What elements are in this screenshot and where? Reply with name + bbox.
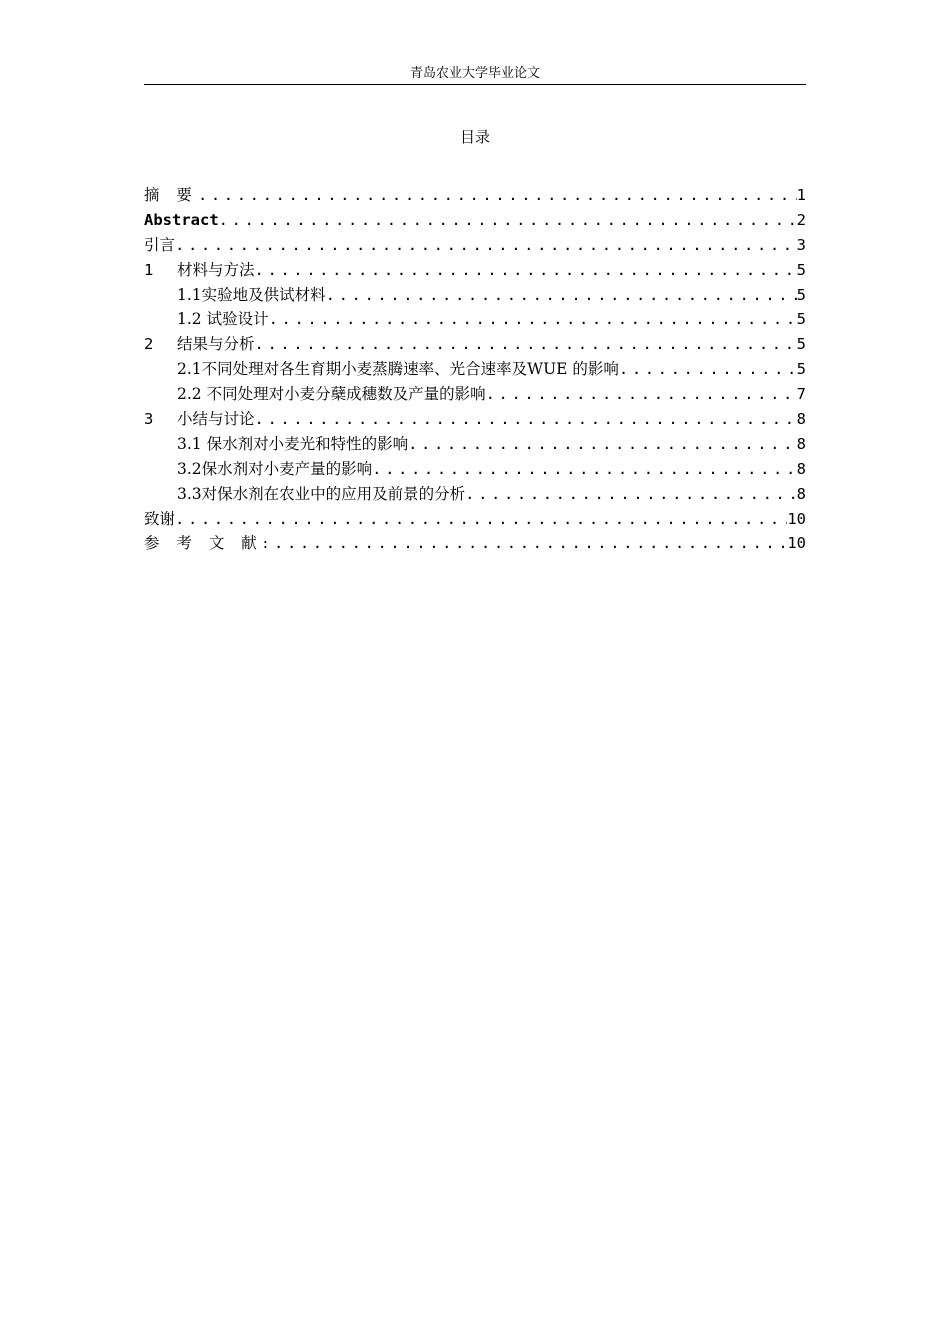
toc-leader <box>408 432 797 457</box>
toc-entry-page: 5 <box>796 310 806 329</box>
toc-entry-title: 3.1 保水剂对小麦光和特性的影响 <box>177 434 409 453</box>
toc-entry-page: 7 <box>796 385 806 404</box>
toc-entry-introduction[interactable] <box>144 233 806 258</box>
toc-entry-page: 5 <box>796 260 806 279</box>
toc-leader <box>372 457 797 482</box>
toc-leader <box>255 258 797 283</box>
toc-entry-title: 摘 要 <box>144 186 198 204</box>
toc-entry-page: 10 <box>787 534 806 553</box>
toc-entry-section-2[interactable] <box>144 332 806 357</box>
toc-entry-page: 8 <box>796 459 806 478</box>
toc-entry-abstract-en[interactable] <box>144 208 806 233</box>
toc-entry-title: 1.2 试验设计 <box>177 310 269 329</box>
toc-entry-section-2-1[interactable] <box>144 357 806 382</box>
toc-entry-title: 小结与讨论 <box>177 410 255 429</box>
toc-leader <box>175 233 797 258</box>
toc-entry-title: 1.1实验地及供试材料 <box>177 285 326 304</box>
toc-entry-title: 参 考 文 献: <box>144 534 275 553</box>
toc-entry-page: 5 <box>796 335 806 354</box>
toc-entry-page: 8 <box>796 484 806 503</box>
toc-entry-page: 5 <box>796 360 806 379</box>
table-of-contents <box>144 183 806 556</box>
toc-entry-page: 2 <box>796 210 806 229</box>
toc-entry-title: 2.1不同处理对各生育期小麦蒸腾速率、光合速率及WUE 的影响 <box>177 360 619 379</box>
toc-leader <box>175 507 787 532</box>
toc-entry-number: 2 <box>144 335 154 354</box>
toc-entry-section-1-2[interactable] <box>144 307 806 332</box>
toc-entry-title: 引言 <box>144 235 176 254</box>
toc-leader <box>486 382 797 407</box>
toc-entry-title: 2.2 不同处理对小麦分蘖成穗数及产量的影响 <box>177 385 486 404</box>
toc-entry-section-1[interactable] <box>144 258 806 283</box>
toc-entry-references[interactable] <box>144 531 806 556</box>
toc-leader <box>274 531 787 556</box>
toc-entry-section-3-2[interactable] <box>144 457 806 482</box>
toc-entry-title: 3.3对保水剂在农业中的应用及前景的分析 <box>177 484 466 503</box>
toc-leader <box>255 407 797 432</box>
toc-entry-page: 1 <box>796 186 806 204</box>
toc-entry-page: 8 <box>796 410 806 429</box>
toc-leader <box>255 332 797 357</box>
page-header <box>144 64 806 85</box>
toc-entry-section-3-3[interactable] <box>144 482 806 507</box>
header-title: 青岛农业大学毕业论文 <box>409 66 540 81</box>
toc-leader <box>198 183 797 208</box>
toc-entry-title: 3.2保水剂对小麦产量的影响 <box>177 459 373 478</box>
toc-entry-page: 3 <box>796 235 806 254</box>
toc-entry-number: 1 <box>144 260 154 279</box>
toc-leader <box>465 482 797 507</box>
toc-entry-number: 3 <box>144 410 154 429</box>
toc-entry-title: 材料与方法 <box>177 260 255 279</box>
toc-entry-page: 8 <box>796 434 806 453</box>
toc-entry-abstract-cn[interactable] <box>144 183 806 208</box>
toc-entry-section-3[interactable] <box>144 407 806 432</box>
toc-entry-title: 结果与分析 <box>177 335 255 354</box>
toc-entry-section-3-1[interactable] <box>144 432 806 457</box>
toc-entry-section-2-2[interactable] <box>144 382 806 407</box>
toc-entry-title: Abstract <box>144 210 219 229</box>
toc-leader <box>269 307 797 332</box>
toc-entry-page: 5 <box>796 285 806 304</box>
toc-leader <box>219 208 797 233</box>
toc-entry-section-1-1[interactable] <box>144 283 806 308</box>
toc-leader <box>619 357 797 382</box>
toc-entry-title: 致谢 <box>144 509 176 528</box>
toc-leader <box>326 283 797 308</box>
toc-entry-acknowledgements[interactable] <box>144 507 806 532</box>
toc-heading: 目录 <box>459 128 490 146</box>
toc-entry-page: 10 <box>787 509 806 528</box>
